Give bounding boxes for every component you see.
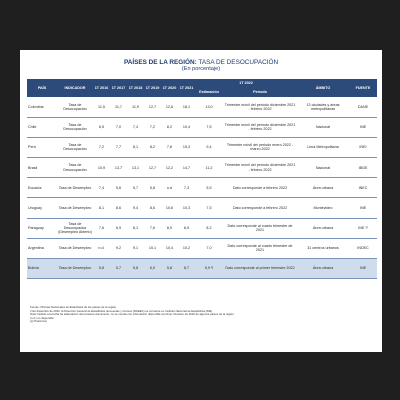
indicator-cell: Tasa de Desempleo — [57, 238, 93, 258]
value-cell: 8,6 — [144, 198, 161, 218]
scope-cell: Nacional — [297, 158, 349, 178]
value-cell: 6,5 — [93, 117, 110, 137]
period-cell: Dato corresponde al primer trimestre 2022 — [223, 259, 297, 279]
indicator-cell: Tasa de Desocupación — [57, 137, 93, 157]
table-row — [27, 137, 377, 157]
country-cell: Uruguay — [27, 198, 57, 218]
value-cell: 8,1 — [127, 218, 144, 238]
header-ambito: ÁMBITO — [297, 79, 349, 97]
table-row — [27, 238, 377, 258]
table-row — [27, 117, 377, 137]
scope-cell: Lima Metropolitana — [297, 137, 349, 157]
country-cell: Colombia — [27, 97, 57, 117]
header-pais: PAÍS — [27, 79, 57, 97]
value-cell: 10,4 — [178, 117, 195, 137]
scope-cell: Nacional — [297, 117, 349, 137]
value-cell: 5,8 — [127, 259, 144, 279]
value-cell: 5,8 — [161, 259, 178, 279]
source-cell: IBGE — [349, 158, 377, 178]
page-subtitle: (En porcentaje) — [181, 66, 221, 72]
value-cell: 5,7 — [127, 178, 144, 198]
estimate-cell: 5,5 — [195, 178, 223, 198]
value-cell: 5,8 — [144, 178, 161, 198]
value-cell: 9,2 — [110, 238, 127, 258]
value-cell: 18,1 — [178, 97, 195, 117]
table-row — [27, 178, 377, 198]
header-year: 1T 2019 — [144, 79, 161, 97]
value-cell: 10,3 — [178, 198, 195, 218]
value-cell: 11,7 — [110, 97, 127, 117]
indicator-cell: Tasa de Desempleo — [57, 198, 93, 218]
value-cell: 8,9 — [161, 218, 178, 238]
scope-cell: Área urbana — [297, 218, 349, 238]
value-cell: 10,1 — [144, 238, 161, 258]
value-cell: 7,2 — [93, 137, 110, 157]
period-cell: Trimestre móvil del periodo diciembre 2021 - febrero 2022 — [223, 158, 297, 178]
unemployment-table — [27, 79, 377, 279]
table-row — [27, 198, 377, 218]
country-cell: Bolivia — [27, 259, 57, 279]
value-cell: 7,0 — [110, 117, 127, 137]
scope-cell: 13 ciudades y áreas metropolitanas — [297, 97, 349, 117]
period-cell: Dato corresponde al cuarto trimestre de 2021 — [223, 238, 297, 258]
value-cell: 7,6 — [144, 218, 161, 238]
title-rest: TASA DE DESOCUPACIÓN — [196, 59, 279, 66]
value-cell: 11,9 — [127, 97, 144, 117]
value-cell: 13,1 — [127, 158, 144, 178]
header-year: 1T 2020 — [161, 79, 178, 97]
source-cell: INE ¹/ — [349, 218, 377, 238]
value-cell: 5,8 — [93, 259, 110, 279]
indicator-cell: Tasa de Desocupación — [57, 158, 93, 178]
header-estimacion: Estimación — [195, 88, 223, 97]
value-cell: 10,9 — [93, 158, 110, 178]
period-cell: Trimestre móvil del periodo diciembre 2021 - febrero 2022 — [223, 97, 297, 117]
footnote: ¹/ En diciembre de 2020, la Dirección General de Estadística, Encuestas y Censos (DGEEC) se convierte en Instituto Nacional de Estadística (INE). — [30, 308, 213, 313]
value-cell: n.d. — [93, 238, 110, 258]
page-title — [20, 59, 382, 66]
value-cell: 10,2 — [178, 238, 195, 258]
value-cell: 10,6 — [161, 198, 178, 218]
source-cell: INEI — [349, 137, 377, 157]
period-cell: Trimestre móvil del periodo enero 2022 - marzo 2022 — [223, 137, 297, 157]
value-cell: 7,7 — [110, 137, 127, 157]
estimate-cell: 9,4 — [195, 137, 223, 157]
country-cell: Argentina — [27, 238, 57, 258]
value-cell: 7,4 — [127, 117, 144, 137]
header-year: 1T 2017 — [110, 79, 127, 97]
period-cell: Dato corresponde a febrero 2022 — [223, 198, 297, 218]
period-cell: Dato corresponde a febrero 2022 — [223, 178, 297, 198]
header-year: 1T 2016 — [93, 79, 110, 97]
value-cell: 7,8 — [161, 137, 178, 157]
country-cell: Perú — [27, 137, 57, 157]
table-row — [27, 259, 377, 279]
estimate-cell: 8,2 — [195, 218, 223, 238]
indicator-cell: Tasa de Desocupación — [57, 117, 93, 137]
value-cell: 5,7 — [110, 259, 127, 279]
table-row — [27, 218, 377, 238]
value-cell: 9,1 — [127, 238, 144, 258]
estimate-cell: 5,9 ²/ — [195, 259, 223, 279]
value-cell: 8,9 — [178, 218, 195, 238]
source-cell: DANE — [349, 97, 377, 117]
source-cell: INEC — [349, 178, 377, 198]
value-cell: 12,6 — [161, 97, 178, 117]
source-cell: INE — [349, 198, 377, 218]
indicator-cell: Tasa de Desempleo — [57, 178, 93, 198]
scope-cell: Área urbana — [297, 259, 349, 279]
indicator-cell: Tasa de Desocupados (Desempleo Abierto) — [57, 218, 93, 238]
header-indicador: INDICADOR — [57, 79, 93, 97]
value-cell: 6,0 — [144, 259, 161, 279]
indicator-cell: Tasa de Desocupación — [57, 97, 93, 117]
value-cell: 5,6 — [110, 178, 127, 198]
period-cell: Trimestre móvil del periodo diciembre 2021 - febrero 2022 — [223, 117, 297, 137]
value-cell: 8,2 — [161, 117, 178, 137]
footnote: Nota: Debido a la fecha de elaboración del presente documento, no se cuenta con información disponible al primer trimestre de 2022 de algunos países de la región. — [30, 312, 235, 317]
estimate-cell: 7,5 — [195, 117, 223, 137]
header-2022-group: 1T 2022 — [195, 79, 297, 88]
report-page — [20, 50, 382, 352]
value-cell: 7,3 — [178, 178, 195, 198]
value-cell: 6,9 — [110, 218, 127, 238]
header-year: 1T 2018 — [127, 79, 144, 97]
footnote: Fuente: Oficinas Nacionales de Estadística de los países de la región. — [30, 305, 117, 309]
footnotes — [30, 306, 375, 324]
table-body — [27, 97, 377, 279]
value-cell: 12,7 — [144, 97, 161, 117]
value-cell: 8,2 — [144, 137, 161, 157]
value-cell: 10,4 — [161, 238, 178, 258]
value-cell: 12,2 — [161, 158, 178, 178]
indicator-cell: Tasa de Desempleo — [57, 259, 93, 279]
country-cell: Paraguay — [27, 218, 57, 238]
header-fuente: FUENTE — [349, 79, 377, 97]
country-cell: Ecuador — [27, 178, 57, 198]
value-cell: 8,6 — [110, 198, 127, 218]
estimate-cell: 11,2 — [195, 158, 223, 178]
period-cell: Dato corresponde al cuarto trimestre de 2021 — [223, 218, 297, 238]
header-periodo: Periodo — [223, 88, 297, 97]
value-cell: 7,2 — [144, 117, 161, 137]
source-cell: INE — [349, 259, 377, 279]
country-cell: Brasil — [27, 158, 57, 178]
value-cell: 13,7 — [110, 158, 127, 178]
scope-cell: Área urbana — [297, 178, 349, 198]
scope-cell: Montevideo — [297, 198, 349, 218]
table-row — [27, 158, 377, 178]
title-bold: PAÍSES DE LA REGIÓN: — [123, 59, 197, 66]
footnote: (n.d.) no disponible — [30, 315, 54, 320]
value-cell: 8,1 — [93, 198, 110, 218]
table-row — [27, 97, 377, 117]
footnote: (p) Preliminar — [30, 319, 47, 324]
estimate-cell: 7,5 — [195, 198, 223, 218]
header-year: 1T 2021 — [178, 79, 195, 97]
estimate-cell: 13,0 — [195, 97, 223, 117]
value-cell: 14,7 — [178, 158, 195, 178]
value-cell: n.d — [161, 178, 178, 198]
value-cell: 8,7 — [178, 259, 195, 279]
value-cell: 11,5 — [93, 97, 110, 117]
source-cell: INE — [349, 117, 377, 137]
value-cell: 12,7 — [144, 158, 161, 178]
value-cell: 9,4 — [127, 198, 144, 218]
value-cell: 8,1 — [127, 137, 144, 157]
country-cell: Chile — [27, 117, 57, 137]
value-cell: 7,4 — [93, 178, 110, 198]
source-cell: INDEC — [349, 238, 377, 258]
value-cell: 7,6 — [93, 218, 110, 238]
value-cell: 15,3 — [178, 137, 195, 157]
scope-cell: 31 centros urbanos — [297, 238, 349, 258]
estimate-cell: 7,0 — [195, 238, 223, 258]
